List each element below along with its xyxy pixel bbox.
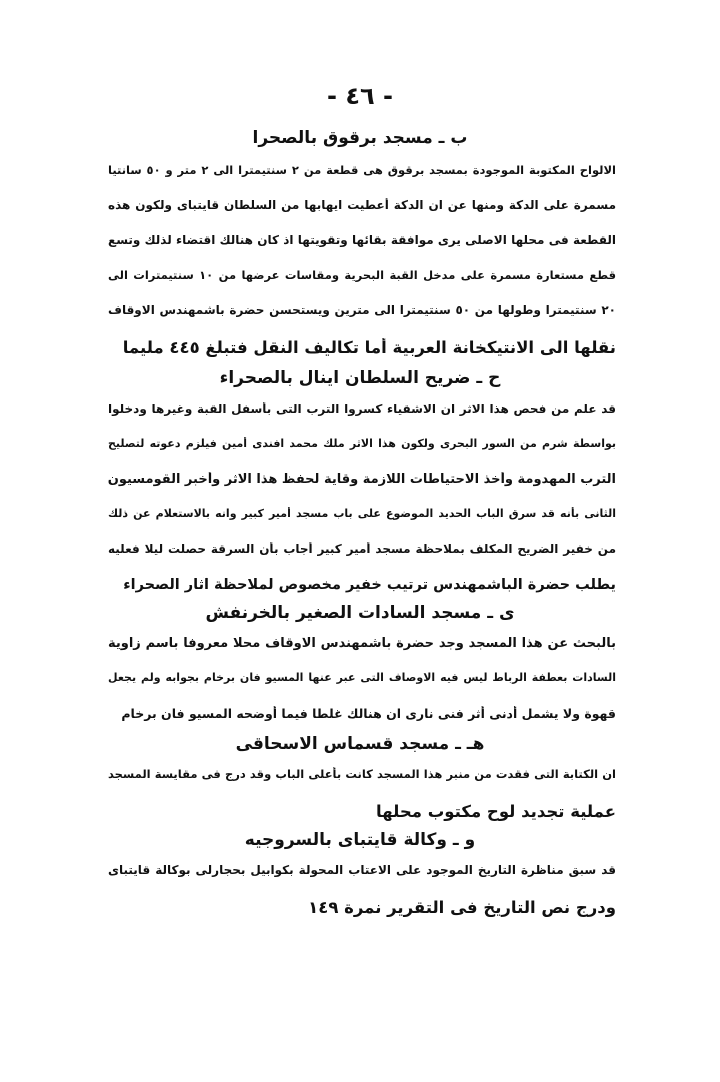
paragraph-line: ودرج نص التاريخ فى التقرير نمرة ١٤٩ — [308, 898, 616, 917]
paragraph-line: ٢٠ سنتيمترا وطولها من ٥٠ سنتيمترا الى مترين ويستحسن حضرة باشمهندس الاوقاف — [108, 303, 616, 317]
paragraph-line: الثانى بأنه قد سرق الباب الحديد الموضوع على باب مسجد أمير كبير وانه بالاستعلام عن ذلك — [108, 507, 616, 520]
paragraph-line: قد علم من فحص هذا الاثر ان الاشقياء كسروا الترب التى بأسفل القبة وغيرها ودخلوا — [108, 402, 616, 416]
paragraph-line: السادات بعطفة الرباط ليس فيه الاوصاف التى عبر عنها المسيو فان برخام بجوابه ولم يجعل — [108, 671, 616, 684]
paragraph-line: قهوة ولا يشمل أدنى أثر فنى نارى ان هنالك غلطا فيما أوضحه المسيو فان برخام — [121, 706, 616, 721]
paragraph-line: بواسطة شرم من السور البحرى ولكون هذا الاثر ملك محمد افندى أمين فيلزم دعوته لتصليح — [108, 437, 616, 450]
section-heading-sadat: ى ـ مسجد السادات الصغير بالخرنفش — [205, 603, 515, 623]
paragraph-line: من خفير الضريح المكلف بملاحظة مسجد أمير كبير أجاب بأن السرقة حصلت ليلا فعليه — [108, 542, 616, 556]
paragraph-line: قطع مستعارة مسمرة على مدخل القبة البحرية ومقاسات عرضها من ١٠ سنتيمترات الى — [108, 268, 616, 282]
page-number: - ٤٦ - — [327, 82, 393, 110]
paragraph-line: يطلب حضرة الباشمهندس ترتيب خفير مخصوص لملاحظة آثار الصحراء — [123, 577, 616, 593]
paragraph-line: القطعة فى محلها الاصلى يرى موافقة بقائها وتقويتها اذ كان هنالك اقتضاء لذلك وتسع — [108, 233, 616, 247]
paragraph-line: مسمرة على الدكة ومنها عن ان الدكة أعطيت ايهابها من السلطان قايتباى ولكون هذه — [108, 198, 616, 212]
paragraph-line: نقلها الى الانتيكخانة العربية أما تكاليف النقل فتبلغ ٤٤٥ مليما — [122, 338, 616, 357]
paragraph-line: ان الكتابة التى فقدت من منبر هذا المسجد كانت بأعلى الباب وقد درج فى مقايسة المسجد — [108, 767, 616, 781]
paragraph-line: قد سبق مناظرة التاريخ الموجود على الاعتاب المحولة بكوابيل بحجارلى بوكالة قايتباى — [108, 863, 616, 877]
paragraph-line: الترب المهدومة وأخذ الاحتياطات اللازمة وقاية لحفظ هذا الاثر وأخبر القومسيون — [108, 472, 616, 487]
paragraph-line: الالواح المكتوبة الموجودة بمسجد برقوق هى قطعة من ٢ سنتيمترا الى ٢ متر و ٥٠ سانتيا — [108, 163, 616, 177]
paragraph-line: عملية تجديد لوح مكتوب محلها — [376, 802, 616, 821]
section-heading-qismas: هـ ـ مسجد قسماس الاسحاقى — [235, 734, 485, 754]
section-heading-qaitbay: و ـ وكالة قايتباى بالسروجيه — [244, 830, 476, 850]
section-heading-barquq: ب ـ مسجد برقوق بالصحرا — [252, 128, 468, 148]
section-heading-inal: ح ـ ضريح السلطان اينال بالصحراء — [219, 368, 501, 388]
paragraph-line: بالبحث عن هذا المسجد وجد حضرة باشمهندس الاوقاف محلا معروفا باسم زاوية — [108, 636, 616, 651]
